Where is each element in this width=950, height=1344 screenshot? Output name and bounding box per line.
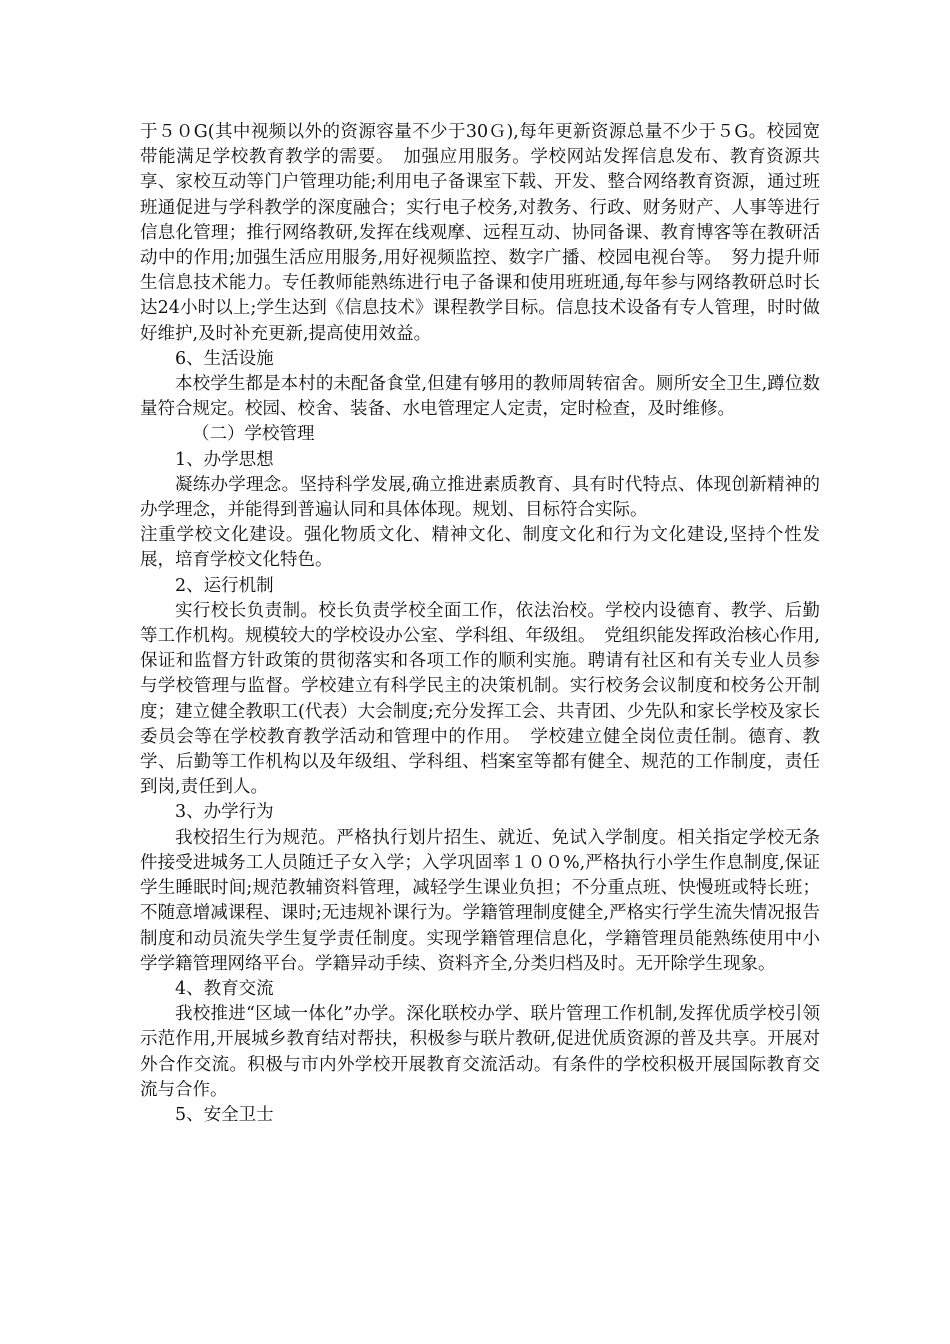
paragraph-conduct: 我校招生行为规范。严格执行划片招生、就近、免试入学制度。相关指定学校无条件接受进城务工人员随迁子女入学；入学巩固率１００%,严格执行小学生作息制度,保证学生睡眠时间;规范教辅资料管理，减轻学生课业负担；不分重点班、快慢班或特长班；不随意增减课程、课时;无违规补课行为。学籍管理制度健全,严格实行学生流失情况报告制度和动员流失学生复学责任制度。实现学籍管理信息化，学籍管理员能熟练使用中小学学籍管理网络平台。学籍异动手续、资料齐全,分类归档及时。无开除学生现象。	[140, 827, 820, 974]
heading-operation: 2、运行机制	[175, 575, 274, 596]
heading-philosophy: 1、办学思想	[175, 449, 274, 470]
heading-conduct: 3、办学行为	[175, 802, 274, 823]
heading-living-facilities: 6、生活设施	[175, 348, 274, 369]
paragraph-culture: 注重学校文化建设。强化物质文化、精神文化、制度文化和行为文化建设,坚持个性发展，培育学校文化特色。	[140, 525, 820, 571]
heading-exchange: 4、教育交流	[175, 978, 274, 999]
document-page	[140, 120, 820, 1128]
paragraph-info-tech: 于５０G(其中视频以外的资源容量不少于30Ｇ),每年更新资源总量不少于５G。校园宽带能满足学校教育教学的需要。 加强应用服务。学校网站发挥信息发布、教育资源共享、家校互动等门户管理功能;利用电子备课室下载、开发、整合网络教育资源，通过班班通促进与学科教学的深度融合；实行电子校务,对教务、行政、财务财产、人事等进行信息化管理；推行网络教研,发挥在线观摩、远程互动、协同备课、教育博客等在教研活动中的作用;加强生活应用服务,用好视频监控、数字广播、校园电视台等。 努力提升师生信息技术能力。专任教师能熟练进行电子备课和使用班班通,每年参与网络教研总时长达24小时以上;学生达到《信息技术》课程教学目标。信息技术设备有专人管理，时时做好维护,及时补充更新,提高使用效益。	[140, 122, 820, 344]
paragraph-living-facilities: 本校学生都是本村的未配备食堂,但建有够用的教师周转宿舍。厕所安全卫生,蹲位数量符合规定。校园、校舍、装备、水电管理定人定责，定时检查，及时维修。	[140, 374, 820, 420]
heading-safety: 5、安全卫士	[175, 1104, 274, 1125]
paragraph-operation: 实行校长负责制。校长负责学校全面工作，依法治校。学校内设德育、教学、后勤等工作机构。规模较大的学校设办公室、学科组、年级组。 党组织能发挥政治核心作用,保证和监督方针政策的贯彻落实和各项工作的顺利实施。聘请有社区和有关专业人员参与学校管理与监督。学校建立有科学民主的决策机制。实行校务会议制度和校务公开制度；建立健全教职工(代表）大会制度;充分发挥工会、共青团、少先队和家长学校及家长委员会等在学校教育教学活动和管理中的作用。 学校建立健全岗位责任制。德育、教学、后勤等工作机构以及年级组、学科组、档案室等都有健全、规范的工作制度，责任到岗,责任到人。	[140, 600, 820, 798]
paragraph-exchange: 我校推进“区域一体化”办学。深化联校办学、联片管理工作机制,发挥优质学校引领示范作用,开展城乡教育结对帮扶，积极参与联片教研,促进优质资源的普及共享。开展对外合作交流。积极与市内外学校开展教育交流活动。有条件的学校积极开展国际教育交流与合作。	[140, 1004, 820, 1100]
paragraph-philosophy: 凝练办学理念。坚持科学发展,确立推进素质教育、具有时代特点、体现创新精神的办学理念，并能得到普遍认同和具体体现。规划、目标符合实际。	[140, 474, 820, 521]
subheading-school-management: （二）学校管理	[192, 424, 315, 445]
